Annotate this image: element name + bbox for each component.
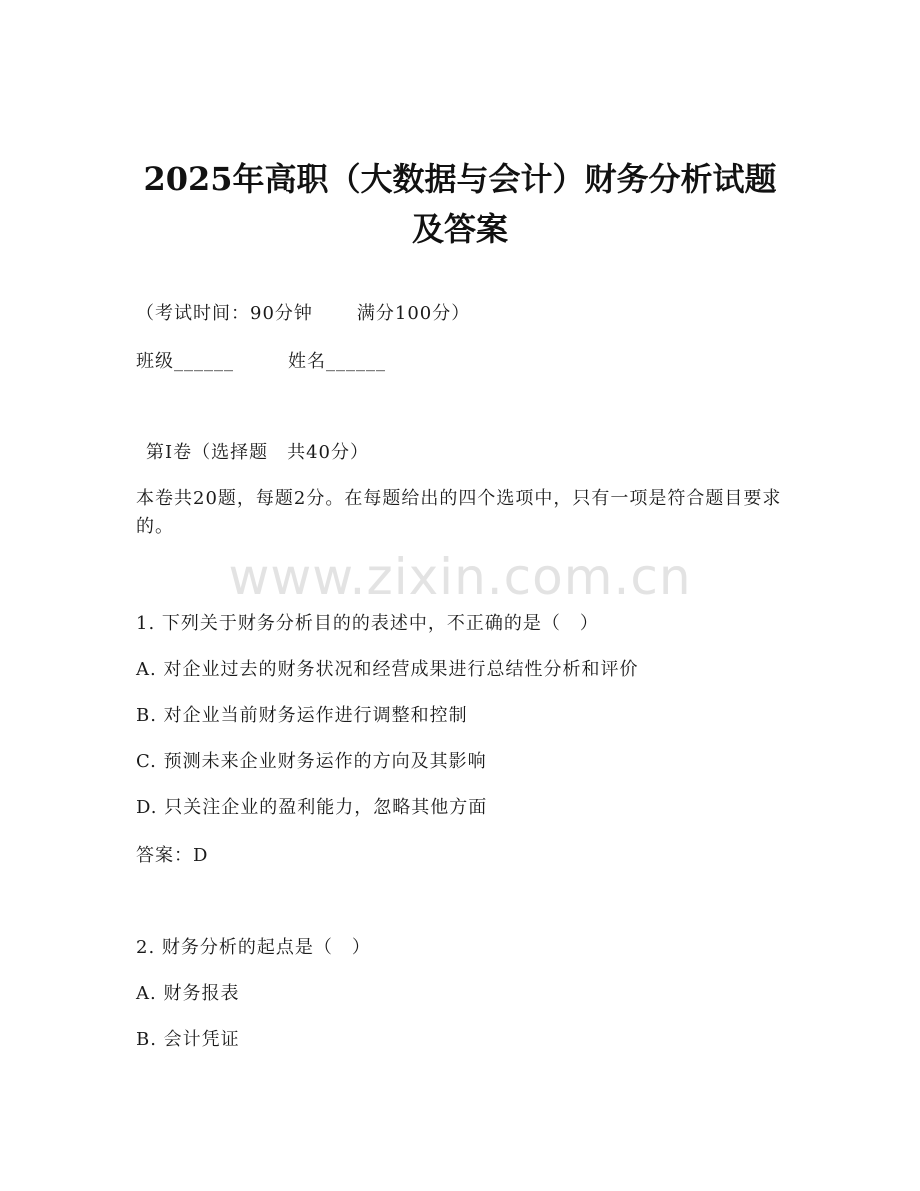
class-field-label: 班级______: [136, 351, 234, 372]
watermark: www.zixin.com.cn: [228, 548, 692, 606]
student-info-line: [136, 348, 386, 376]
question-2-option-b: B. 会计凭证: [136, 1029, 240, 1050]
full-score: 满分100分）: [356, 303, 471, 324]
question-1-option-d: D. 只关注企业的盈利能力，忽略其他方面: [136, 797, 488, 818]
question-1-option-a: A. 对企业过去的财务状况和经营成果进行总结性分析和评价: [136, 659, 639, 680]
question-1-answer: 答案：D: [136, 845, 209, 866]
exam-info-line: [136, 300, 470, 328]
name-field-label: 姓名______: [288, 351, 386, 372]
document-title-line-2: 及答案: [411, 210, 508, 248]
document-title-line-1: 2025年高职（大数据与会计）财务分析试题: [143, 160, 777, 198]
exam-time: （考试时间：90分钟: [136, 303, 313, 324]
question-1-option-c: C. 预测未来企业财务运作的方向及其影响: [136, 751, 487, 772]
section-heading: 第Ⅰ卷（选择题 共40分）: [146, 442, 370, 463]
question-2-option-a: A. 财务报表: [136, 983, 240, 1004]
question-2-stem: 2. 财务分析的起点是（ ）: [136, 937, 371, 958]
question-1-option-b: B. 对企业当前财务运作进行调整和控制: [136, 705, 468, 726]
section-intro: 本卷共20题，每题2分。在每题给出的四个选项中，只有一项是符合题目要求的。: [136, 488, 782, 537]
question-1-stem: 1. 下列关于财务分析目的的表述中，不正确的是（ ）: [136, 613, 599, 634]
